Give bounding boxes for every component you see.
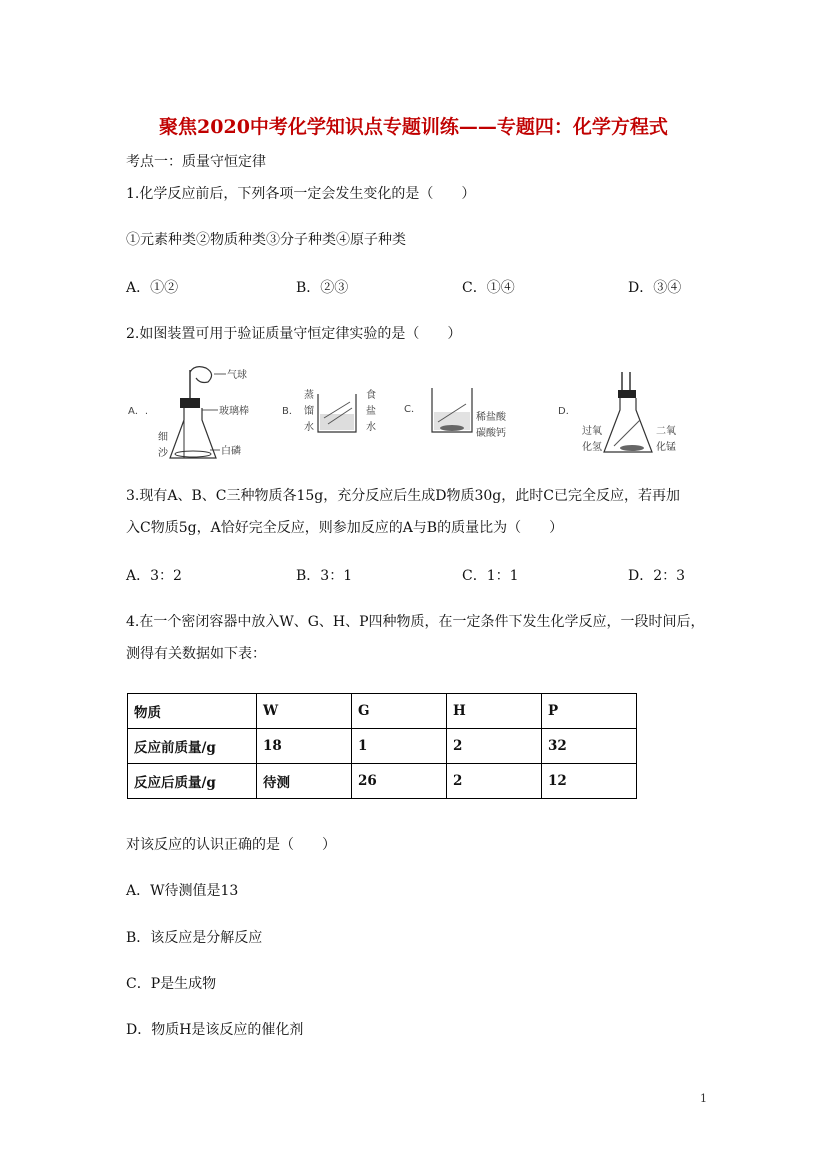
q1-option-a: A．①② [126,280,179,296]
svg-text:化锰: 化锰 [656,442,676,453]
svg-text:气球: 气球 [227,370,247,381]
fig-b-letter: B． [282,406,299,417]
table-cell: 32 [542,729,637,764]
svg-text:玻璃棒: 玻璃棒 [219,406,249,417]
table-cell: P [542,694,637,729]
svg-text:馏: 馏 [304,406,314,417]
table-cell: 待测 [257,764,352,799]
svg-text:水: 水 [366,422,376,433]
svg-text:二氧: 二氧 [656,426,676,437]
q2-stem: 2.如图装置可用于验证质量守恒定律实验的是（ ） [126,326,462,342]
svg-text:盐: 盐 [366,406,376,417]
table-cell: 物质 [128,694,257,729]
q1-option-b: B．②③ [296,280,349,296]
q4-option-b: B．该反应是分解反应 [126,930,263,946]
q4-option-d: D．物质H是该反应的催化剂 [126,1022,304,1038]
fig-a-letter: A．. [128,406,149,417]
table-row [128,694,637,729]
table-row [128,764,637,799]
svg-text:化氢: 化氢 [582,442,602,453]
svg-text:水: 水 [304,422,314,433]
table-cell: G [352,694,447,729]
q1-option-d: D．③④ [628,280,682,296]
q3-option-d: D．2：3 [628,568,686,584]
q1-items: ①元素种类②物质种类③分子种类④原子种类 [126,232,406,248]
table-cell: W [257,694,352,729]
svg-text:沙: 沙 [158,448,168,459]
q4-ask: 对该反应的认识正确的是（ ） [126,837,336,853]
q3-option-c: C．1：1 [462,568,519,584]
q1-stem: 1.化学反应前后，下列各项一定会发生变化的是（ ） [126,186,476,202]
page-number: 1 [700,1092,707,1105]
svg-text:食: 食 [366,390,376,401]
q4-line1: 4.在一个密闭容器中放入W、G、H、P四种物质，在一定条件下发生化学反应，一段时间后， [126,614,705,630]
table-cell: 反应后质量/g [128,764,257,799]
svg-text:过氧: 过氧 [582,426,602,437]
q4-line2: 测得有关数据如下表： [126,646,266,662]
q4-option-a: A．W待测值是13 [126,883,239,899]
q2-apparatus-figure [120,362,680,468]
fig-d-letter: D． [558,406,576,417]
table-cell: 1 [352,729,447,764]
svg-text:白磷: 白磷 [221,446,241,457]
table-cell: H [447,694,542,729]
q4-data-table [127,693,637,799]
table-cell: 反应前质量/g [128,729,257,764]
svg-text:稀盐酸: 稀盐酸 [476,412,506,423]
q3-line2: 入C物质5g，A恰好完全反应，则参加反应的A与B的质量比为（ ） [126,520,564,536]
q3-option-b: B．3：1 [296,568,353,584]
svg-text:蒸: 蒸 [304,390,314,401]
section-heading: 考点一：质量守恒定律 [126,154,266,170]
page-title: 聚焦2020中考化学知识点专题训练——专题四：化学方程式 [159,116,668,138]
table-row [128,729,637,764]
q3-option-a: A．3：2 [126,568,182,584]
table-cell: 18 [257,729,352,764]
table-cell: 2 [447,729,542,764]
q4-option-c: C．P是生成物 [126,976,217,992]
fig-c-letter: C． [404,404,421,415]
q1-option-c: C．①④ [462,280,515,296]
q3-line1: 3.现有A、B、C三种物质各15g，充分反应后生成D物质30g，此时C已完全反应，若再加 [126,488,680,504]
table-cell: 12 [542,764,637,799]
table-cell: 26 [352,764,447,799]
table-cell: 2 [447,764,542,799]
svg-text:碳酸钙: 碳酸钙 [476,428,506,439]
svg-text:细: 细 [158,432,168,443]
